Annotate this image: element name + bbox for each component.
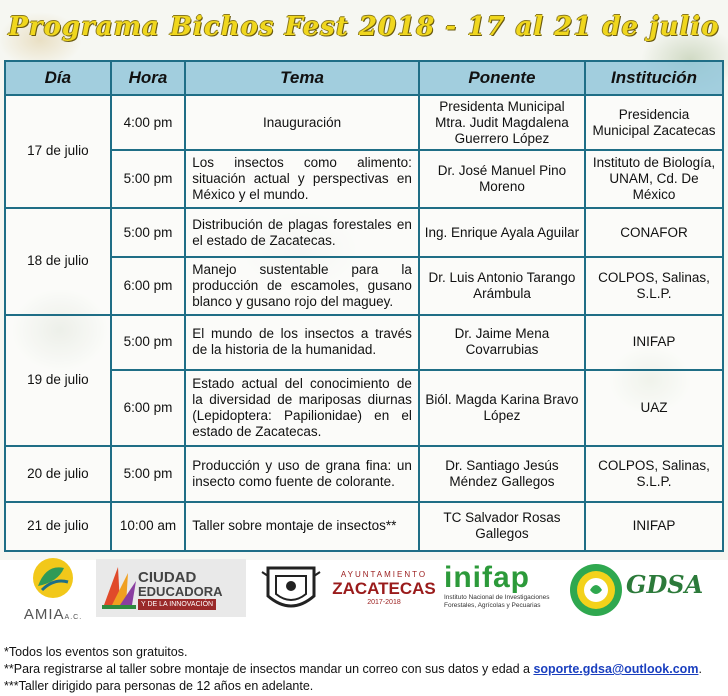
amia-logo [18,556,88,636]
speaker-cell: Biól. Magda Karina Bravo López [419,370,585,446]
header-tema: Tema [185,61,419,95]
table-row [5,95,723,150]
topic-cell: El mundo de los insectos a través de la historia de la humanidad. [185,315,419,370]
footer-note-2-text: **Para registrarse al taller sobre montaje de insectos mandar un correo con sus datos y edad a [4,662,534,676]
speaker-cell: Dr. Jaime Mena Covarrubias [419,315,585,370]
institution-cell: Presidencia Municipal Zacatecas [585,95,723,150]
zacatecas-coat-of-arms [258,562,324,618]
zacatecas-text: ZACATECAS [332,579,436,598]
footer-note-1: *Todos los eventos son gratuitos. [4,645,188,659]
institution-cell: INIFAP [585,502,723,551]
institution-cell: CONAFOR [585,208,723,257]
topic-cell: Los insectos como alimento: situación actual y perspectivas en México y el mundo. [185,150,419,208]
time-cell: 5:00 pm [111,208,186,257]
table-row [5,315,723,370]
email-link[interactable]: soporte.gdsa@outlook.com [533,662,699,676]
institution-cell: UAZ [585,370,723,446]
time-cell: 4:00 pm [111,95,186,150]
day-cell: 20 de julio [5,446,111,501]
institution-cell: Instituto de Biología, UNAM, Cd. De México [585,150,723,208]
zacatecas-years: 2017-2018 [367,599,401,606]
speaker-cell: Ing. Enrique Ayala Aguilar [419,208,585,257]
institution-cell: INIFAP [585,315,723,370]
page-title: Programa Bichos Fest 2018 - 17 al 21 de julio [8,12,720,42]
header-institucion: Institución [585,61,723,95]
topic-cell: Estado actual del conocimiento de la diversidad de mariposas diurnas (Lepidoptera: Papilionidae) en el estado de Zacatecas. [185,370,419,446]
inifap-subtitle: Instituto Nacional de Investigaciones Forestales, Agrícolas y Pecuarias [444,594,550,609]
topic-cell: Taller sobre montaje de insectos** [185,502,419,551]
topic-cell: Inauguración [185,95,419,150]
header-ponente: Ponente [419,61,585,95]
coat-of-arms-icon [258,562,324,618]
ciudad-educadora-logo [96,559,246,617]
table-row [5,370,723,446]
header-dia: Día [5,61,111,95]
schedule-table [4,60,724,552]
footer-note-2 [4,661,728,678]
header-row [5,61,723,95]
ayuntamiento-zacatecas-logo [330,570,438,614]
gdsa-logo [568,562,718,618]
time-cell: 10:00 am [111,502,186,551]
table-row [5,150,723,208]
institution-cell: COLPOS, Salinas, S.L.P. [585,446,723,501]
speaker-cell: Presidenta Municipal Mtra. Judit Magdalena Guerrero López [419,95,585,150]
day-cell: 19 de julio [5,315,111,446]
ciudad-line3: Y DE LA INNOVACIÓN [138,599,216,610]
day-cell: 17 de julio [5,95,111,208]
ciudad-educadora-icon [98,561,138,615]
footer-notes [4,644,728,695]
amia-emblem-icon [18,556,88,602]
day-cell: 21 de julio [5,502,111,551]
sponsor-logos [0,556,728,636]
table-row [5,446,723,501]
inifap-logo [444,562,554,618]
speaker-cell: Dr. Santiago Jesús Méndez Gallegos [419,446,585,501]
header-hora: Hora [111,61,186,95]
time-cell: 5:00 pm [111,150,186,208]
footer-note-3: ***Taller dirigido para personas de 12 años en adelante. [4,679,314,693]
time-cell: 5:00 pm [111,446,186,501]
ciudad-line1: CIUDAD [138,569,197,586]
amia-suffix: A.C. [64,614,83,621]
institution-cell: COLPOS, Salinas, S.L.P. [585,257,723,315]
gdsa-text: GDSA [626,570,704,599]
table-row [5,257,723,315]
day-cell: 18 de julio [5,208,111,315]
ciudad-line2: EDUCADORA [138,584,223,599]
topic-cell: Manejo sustentable para la producción de escamoles, gusano blanco y gusano rojo del maguey. [185,257,419,315]
time-cell: 6:00 pm [111,370,186,446]
time-cell: 5:00 pm [111,315,186,370]
footer-note-2-suffix: . [698,662,702,676]
table-row [5,502,723,551]
speaker-cell: Dr. José Manuel Pino Moreno [419,150,585,208]
speaker-cell: TC Salvador Rosas Gallegos [419,502,585,551]
time-cell: 6:00 pm [111,257,186,315]
gdsa-emblem-icon [568,562,624,618]
ayuntamiento-text: AYUNTAMIENTO [340,570,428,579]
table-row [5,208,723,257]
inifap-text: inifap [444,561,530,594]
speaker-cell: Dr. Luis Antonio Tarango Arámbula [419,257,585,315]
topic-cell: Producción y uso de grana fina: un insecto como fuente de colorante. [185,446,419,501]
topic-cell: Distribución de plagas forestales en el estado de Zacatecas. [185,208,419,257]
amia-text: AMIA [23,606,65,623]
